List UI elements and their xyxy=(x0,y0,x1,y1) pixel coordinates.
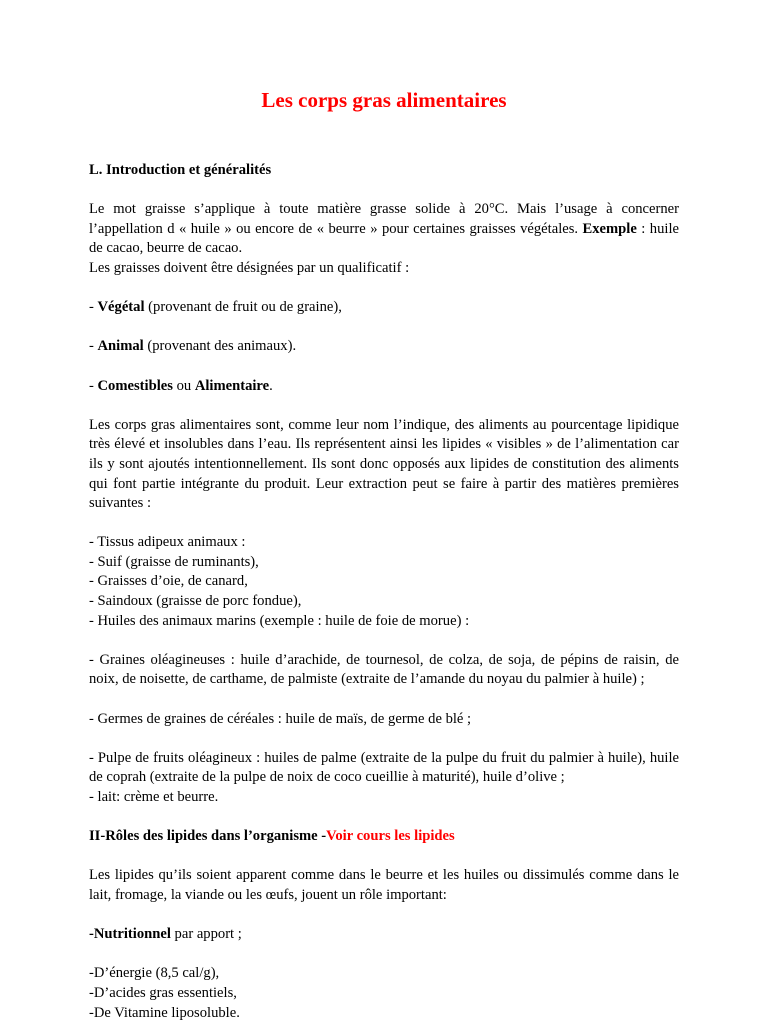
list-item: - Tissus adipeux animaux : xyxy=(89,534,246,551)
list-item: -D’énergie (8,5 cal/g), xyxy=(89,965,220,982)
document-body xyxy=(89,161,679,1023)
dairy-item: - lait: crème et beurre. xyxy=(89,789,219,805)
intro-paragraph: Le mot graisse s’applique à toute matière grasse solide à 20°C. Mais l’usage à concerner l’appellation d « huile » ou encore de « beurre » pour certaines graisses végétales. Exemple : huile de cacao, beurre de cacao. xyxy=(89,201,679,257)
animal-sources-list xyxy=(89,533,679,631)
section-heading-roles: II-Rôles des lipides dans l’organisme -Voir cours les lipides xyxy=(89,828,455,845)
list-item: - Graisses d’oie, de canard, xyxy=(89,573,248,590)
page-title: Les corps gras alimentaires xyxy=(261,88,507,112)
cereal-germs-item: - Germes de graines de céréales : huile de maïs, de germe de blé ; xyxy=(89,710,472,727)
qualifier-comestibles: - Comestibles ou Alimentaire. xyxy=(89,377,273,394)
fruit-pulp-item: - Pulpe de fruits oléagineux : huiles de palme (extraite de la pulpe du fruit du palmier à huile), huile de coprah (extraite de la pulpe de noix de coco cueillie à maturité), huile d’olive ; xyxy=(89,749,679,786)
list-item: -D’acides gras essentiels, xyxy=(89,984,237,1001)
qualifier-animal: - Animal (provenant des animaux). xyxy=(89,338,297,355)
list-item: - Saindoux (graisse de porc fondue), xyxy=(89,593,302,610)
list-item: - Suif (graisse de ruminants), xyxy=(89,553,259,570)
qualifier-vegetal: - Végétal (provenant de fruit ou de graine), xyxy=(89,299,342,316)
qualifier-line: Les graisses doivent être désignées par un qualificatif : xyxy=(89,259,410,276)
nutritionnel-line: -Nutritionnel par apport ; xyxy=(89,926,242,943)
contributions-list xyxy=(89,964,679,1023)
roles-paragraph: Les lipides qu’ils soient apparent comme dans le beurre et les huiles ou dissimulés comme dans le lait, fromage, la viande ou les œufs, jouent un rôle important: xyxy=(89,867,679,903)
list-item: - Huiles des animaux marins (exemple : huile de foie de morue) : xyxy=(89,612,470,629)
corps-gras-paragraph: Les corps gras alimentaires sont, comme leur nom l’indique, des aliments au pourcentage lipidique très élevé et insolubles dans l’eau. Ils représentent ainsi les lipides « visibles » de l’alimentation car ils y sont ajoutés intentionnellement. Ils sont donc opposés aux lipides de constitution des aliments qui font partie intégrante du produit. Leur extraction peut se faire à partir des matières premières suivantes : xyxy=(89,416,679,512)
section-heading-intro: L. Introduction et généralités xyxy=(89,162,272,178)
voir-cours-link[interactable]: Voir cours les lipides xyxy=(326,828,455,845)
oleaginous-seeds-item: - Graines oléagineuses : huile d’arachide, de tournesol, de colza, de soja, de pépins de raisin, de noix, de noisette, de carthame, de palmiste (extraite de l’amande du noyau du palmier à huile) ; xyxy=(89,651,679,688)
list-item: -De Vitamine liposoluble. xyxy=(89,1004,240,1021)
